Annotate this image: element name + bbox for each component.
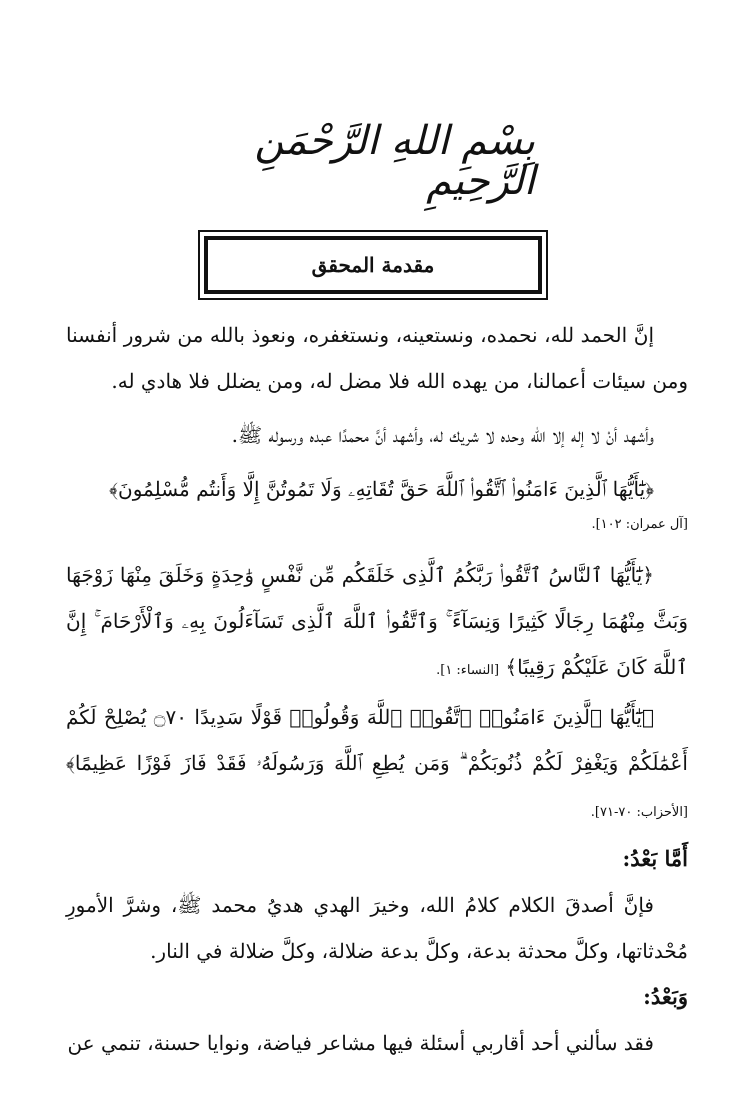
ayah-al-imran-reference bbox=[66, 512, 688, 538]
basmala-calligraphy: بِسْمِ اللهِ الرَّحْمَنِ الرَّحِيمِ bbox=[254, 118, 535, 204]
title-frame bbox=[198, 230, 548, 300]
ayah-al-imran: ﴿يَٰٓأَيُّهَا ٱلَّذِينَ ءَامَنُوا۟ ٱتَّقُوا۟ ٱللَّهَ حَقَّ تُقَاتِهِۦ وَلَا تَمُوتُنَّ إِلَّا وَأَنتُم مُّسْلِمُونَ﴾ bbox=[109, 477, 654, 501]
heading-amma-bad: أَمَّا بَعْدُ: bbox=[622, 846, 688, 871]
ayah-an-nisa-text: ﴿يَٰٓأَيُّهَا ٱلنَّاسُ ٱتَّقُوا۟ رَبَّكُمُ ٱلَّذِى خَلَقَكُم مِّن نَّفْسٍ وَٰحِدَةٍ وَخَلَقَ مِنْهَا زَوْجَهَا وَبَثَّ مِنْهُمَا رِجَالًا كَثِيرًا وَنِسَآءً ۚ وَٱتَّقُوا۟ ٱللَّهَ ٱلَّذِى تَسَآءَلُونَ بِهِۦ وَٱلْأَرْحَامَ ۚ إِنَّ ٱللَّهَ كَانَ عَلَيْكُمْ رَقِيبًا﴾ bbox=[66, 563, 688, 679]
page-title: مقدمة المحقق bbox=[204, 236, 542, 294]
heading-wa-bad: وَبَعْدُ: bbox=[643, 984, 688, 1009]
ayah-al-ahzab-reference: [الأحزاب: ٧٠-٧١]. bbox=[590, 805, 688, 820]
body-text bbox=[66, 312, 688, 1066]
paragraph-hadith: فإنَّ أصدقَ الكلام كلامُ الله، وخيرَ الهدي هديُ محمد ﷺ، وشرَّ الأمورِ مُحْدثاتها، وكلَّ محدثة بدعة، وكلَّ بدعة ضلالة، وكلَّ ضلالة في النار. bbox=[66, 893, 688, 963]
paragraph-shahada: وأشهد أنْ لا إله إلا الله وحده لا شريك له، وأشهد أنَّ محمدًا عبده ورسوله ﷺ. bbox=[231, 423, 654, 447]
ayah-al-ahzab-text: ﴿يَٰٓأَيُّهَا ٱلَّذِينَ ءَامَنُوا۟ ٱتَّقُوا۟ ٱللَّهَ وَقُولُوا۟ قَوْلًا سَدِيدًا ۝٧٠ يُصْلِحْ لَكُمْ أَعْمَٰلَكُمْ وَيَغْفِرْ لَكُمْ ذُنُوبَكُمْ ۗ وَمَن يُطِعِ ٱللَّهَ وَرَسُولَهُۥ فَقَدْ فَازَ فَوْزًا عَظِيمًا﴾ bbox=[66, 705, 688, 775]
ayah-al-imran-ref-text: [آل عمران: ١٠٢]. bbox=[591, 517, 688, 532]
ayah-an-nisa-reference: [النساء: ١]. bbox=[436, 663, 500, 678]
ayah-al-ahzab bbox=[66, 694, 688, 836]
paragraph-praise: إنَّ الحمد لله، نحمده، ونستعينه، ونستغفره، ونعوذ بالله من شرور أنفسنا ومن سيئات أعمالنا، من يهده الله فلا مضل له، ومن يضلل فلا هادي له. bbox=[66, 323, 688, 393]
ayah-an-nisa bbox=[66, 552, 688, 694]
paragraph-question: فقد سألني أحد أقاربي أسئلة فيها مشاعر فياضة، ونوايا حسنة، تنمي عن bbox=[67, 1031, 654, 1055]
